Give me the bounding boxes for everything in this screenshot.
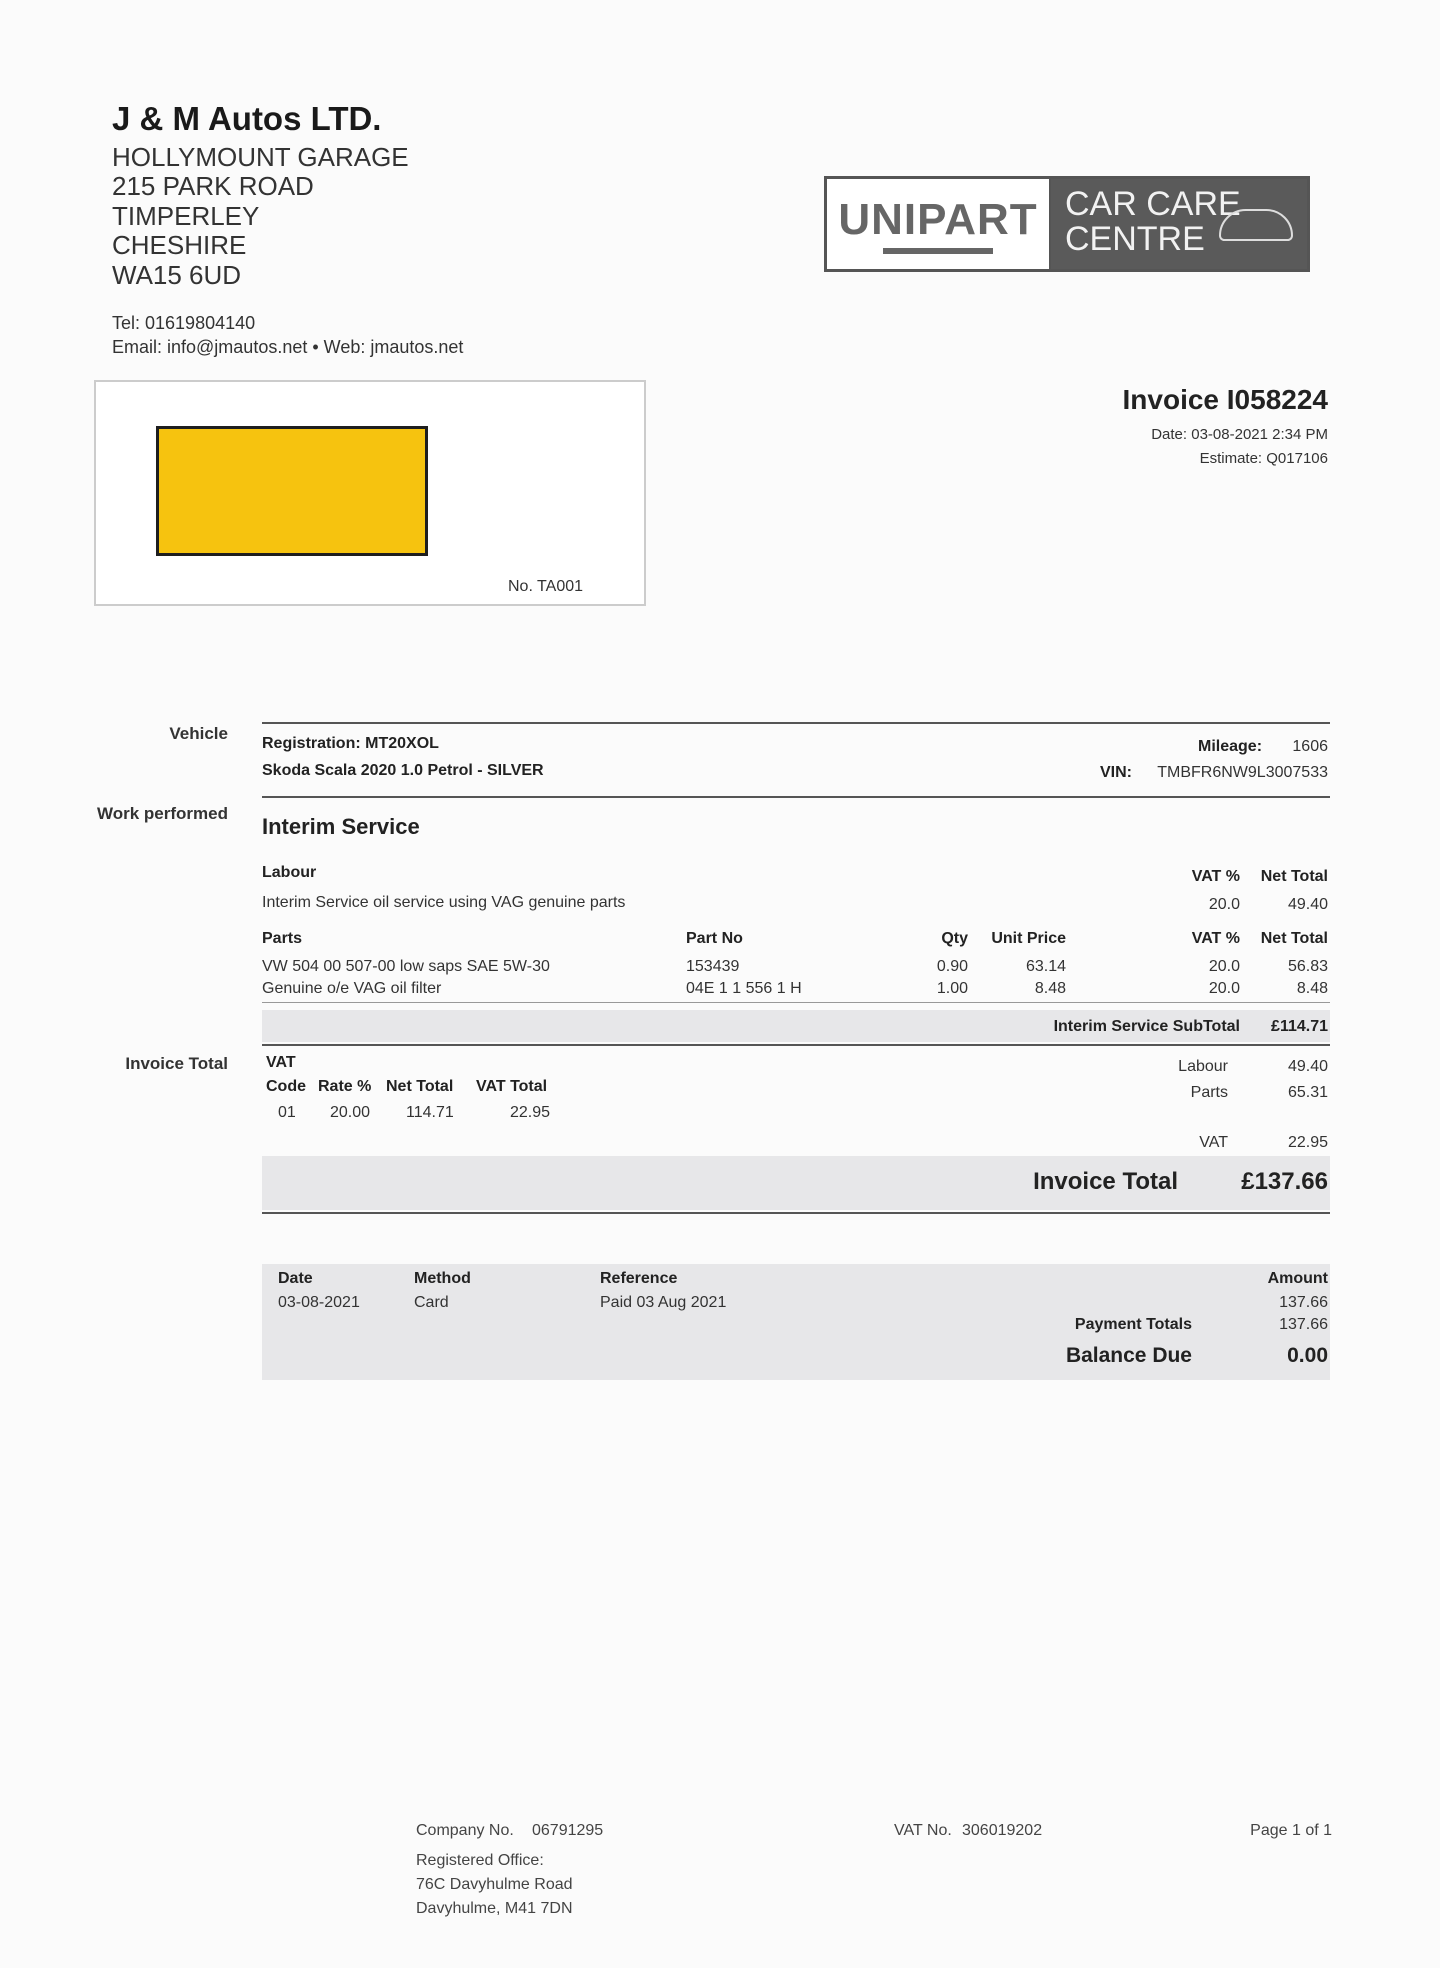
parts-header: Parts	[262, 930, 303, 947]
office-address-line: Davyhulme, M41 7DN	[416, 1900, 573, 1917]
payment-totals-label: Payment Totals	[1074, 1316, 1192, 1333]
labour-description: Interim Service oil service using VAG genuine parts	[262, 894, 626, 911]
address-line: HOLLYMOUNT GARAGE	[112, 142, 409, 172]
part-row-qty: 0.90	[936, 958, 968, 975]
labour-vat-header: VAT %	[1191, 868, 1240, 885]
part-row-number: 04E 1 1 556 1 H	[686, 980, 802, 997]
work-title: Interim Service	[262, 814, 420, 839]
part-row-vat: 20.0	[1208, 980, 1240, 997]
registered-office-label: Registered Office:	[416, 1852, 544, 1869]
payment-amount: 137.66	[1279, 1294, 1328, 1311]
car-icon	[1219, 209, 1293, 241]
payment-reference: Paid 03 Aug 2021	[600, 1294, 727, 1311]
balance-due-label: Balance Due	[1065, 1344, 1192, 1367]
invoice-total-label: Invoice Total	[125, 1054, 228, 1073]
address-line: 215 PARK ROAD	[112, 171, 314, 201]
part-row-unit-price: 63.14	[1025, 958, 1066, 975]
page-number: Page 1 of 1	[1250, 1822, 1332, 1839]
subtotal-label: Interim Service SubTotal	[1053, 1018, 1240, 1035]
part-row-net: 56.83	[1287, 958, 1328, 975]
office-address-line: 76C Davyhulme Road	[416, 1876, 573, 1893]
mileage-label: Mileage:	[1198, 738, 1263, 755]
vat-total-header: VAT Total	[476, 1078, 548, 1095]
invoice-title: Invoice I058224	[1122, 384, 1328, 415]
address-line: TIMPERLEY	[112, 201, 260, 231]
invoice-estimate: Estimate: Q017106	[1199, 450, 1328, 467]
labour-net: 49.40	[1287, 896, 1328, 913]
summary-labour-value: 49.40	[1287, 1058, 1328, 1075]
part-row-vat: 20.0	[1208, 958, 1240, 975]
invoice-total-caption: Invoice Total	[1033, 1168, 1178, 1195]
company-telephone: Tel: 01619804140	[112, 313, 256, 333]
part-no-header: Part No	[686, 930, 743, 947]
unit-price-header: Unit Price	[991, 930, 1066, 947]
unipart-car-care-logo	[824, 176, 1310, 272]
vat-code: 01	[278, 1104, 296, 1121]
unipart-wordmark: UNIPART	[827, 179, 1051, 269]
vehicle-registration: Registration: MT20XOL	[262, 735, 439, 752]
redacted-address-block	[156, 426, 428, 556]
payment-amount-header: Amount	[1267, 1270, 1328, 1287]
parts-net-header: Net Total	[1260, 930, 1328, 947]
vehicle-description: Skoda Scala 2020 1.0 Petrol - SILVER	[262, 762, 544, 779]
vin-label: VIN:	[1100, 764, 1132, 781]
company-number: 06791295	[532, 1822, 604, 1839]
part-row-net: 8.48	[1296, 980, 1328, 997]
summary-vat-label: VAT	[1199, 1134, 1228, 1151]
vat-total: 22.95	[510, 1104, 551, 1121]
address-line: CHESHIRE	[112, 230, 247, 260]
company-email-web: Email: info@jmautos.net • Web: jmautos.net	[112, 337, 464, 357]
car-care-centre-panel: CAR CARE CENTRE	[1051, 179, 1307, 269]
summary-parts-value: 65.31	[1287, 1084, 1328, 1101]
vat-number-label: VAT No.	[894, 1822, 952, 1839]
company-number-label: Company No.	[416, 1822, 514, 1839]
part-row-qty: 1.00	[936, 980, 968, 997]
labour-net-header: Net Total	[1260, 868, 1328, 885]
vat-rate: 20.00	[330, 1104, 371, 1121]
summary-labour-label: Labour	[1178, 1058, 1228, 1075]
part-row-description: Genuine o/e VAG oil filter	[262, 980, 442, 997]
vat-number: 306019202	[962, 1822, 1043, 1839]
vat-heading: VAT	[266, 1054, 296, 1071]
vat-code-header: Code	[266, 1078, 306, 1095]
part-row-number: 153439	[686, 958, 740, 975]
divider	[262, 1002, 1330, 1003]
address-line: WA15 6UD	[112, 260, 242, 290]
vehicle-label: Vehicle	[169, 724, 228, 743]
divider	[262, 722, 1330, 724]
work-performed-label: Work performed	[97, 804, 228, 823]
balance-due-value: 0.00	[1287, 1344, 1328, 1367]
summary-vat-value: 22.95	[1287, 1134, 1328, 1151]
vat-rate-header: Rate %	[318, 1078, 372, 1095]
divider	[262, 1212, 1330, 1214]
invoice-total-value: £137.66	[1241, 1168, 1328, 1195]
subtotal-value: £114.71	[1271, 1018, 1328, 1035]
vat-net-header: Net Total	[386, 1078, 454, 1095]
company-name: J & M Autos LTD.	[112, 100, 382, 137]
payment-method-header: Method	[414, 1270, 471, 1287]
payment-reference-header: Reference	[600, 1270, 678, 1287]
vin-value: TMBFR6NW9L3007533	[1157, 764, 1328, 781]
labour-vat: 20.0	[1208, 896, 1240, 913]
window-number: No. TA001	[508, 578, 584, 595]
divider	[262, 796, 1330, 798]
payment-method: Card	[414, 1294, 449, 1311]
invoice-date: Date: 03-08-2021 2:34 PM	[1151, 426, 1328, 443]
part-row-description: VW 504 00 507-00 low saps SAE 5W-30	[262, 958, 550, 975]
qty-header: Qty	[941, 930, 968, 947]
labour-header: Labour	[262, 864, 317, 881]
payment-totals-value: 137.66	[1279, 1316, 1328, 1333]
payment-date: 03-08-2021	[278, 1294, 360, 1311]
divider	[262, 1044, 1330, 1046]
payment-date-header: Date	[278, 1270, 313, 1287]
part-row-unit-price: 8.48	[1034, 980, 1066, 997]
parts-vat-header: VAT %	[1191, 930, 1240, 947]
mileage-value: 1606	[1292, 738, 1328, 755]
vat-net: 114.71	[406, 1104, 454, 1121]
summary-parts-label: Parts	[1190, 1084, 1228, 1101]
